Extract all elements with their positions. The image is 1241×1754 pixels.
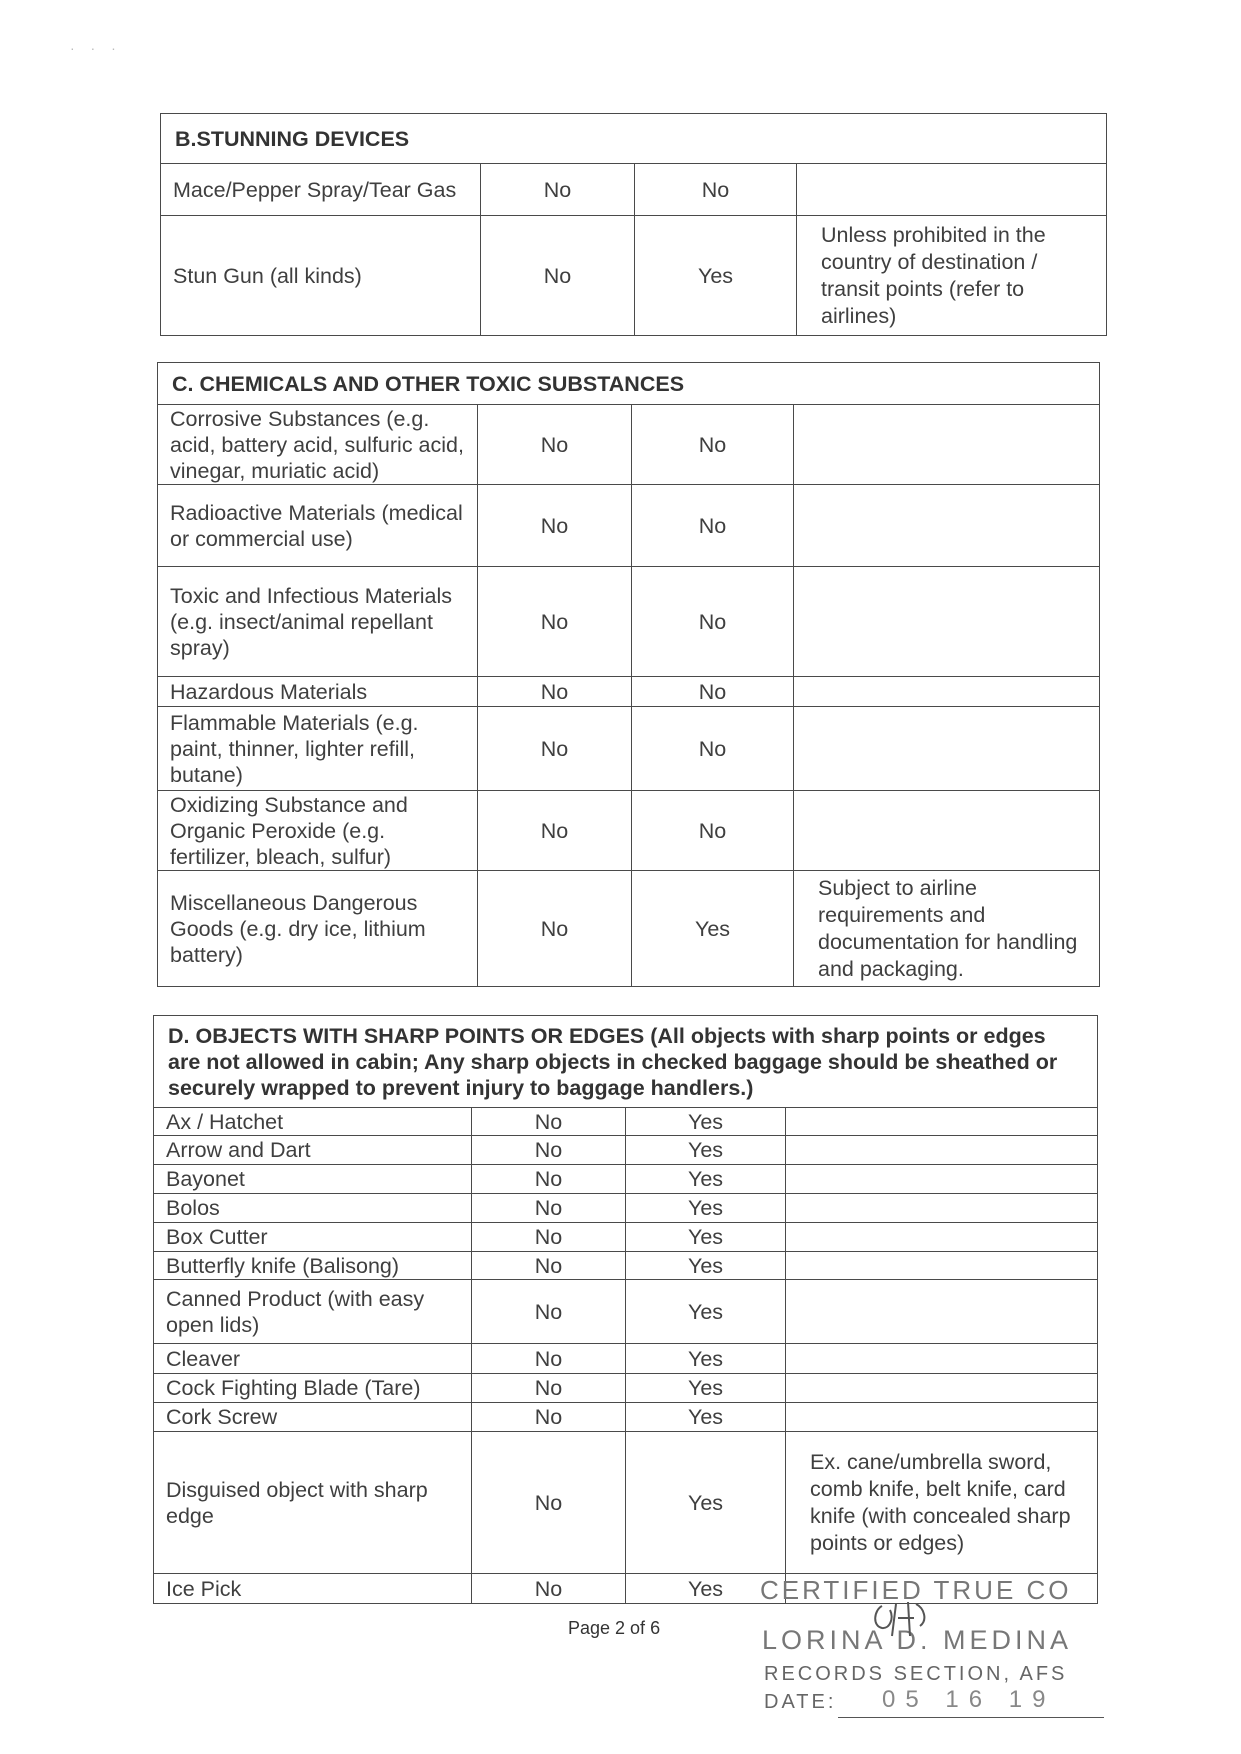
item-name: Cleaver [154,1344,472,1374]
stamp-section: RECORDS SECTION, AFS [764,1663,1068,1685]
checked-value: Yes [626,1403,786,1432]
remarks [786,1344,1098,1374]
item-name: Butterfly knife (Balisong) [154,1252,472,1280]
checked-value: No [632,485,794,567]
checked-value: Yes [626,1223,786,1252]
checked-value: Yes [626,1432,786,1574]
remarks [786,1194,1098,1223]
table-row [154,1432,1098,1574]
section-title: C. CHEMICALS AND OTHER TOXIC SUBSTANCES [158,363,1100,405]
table-row [154,1252,1098,1280]
checked-value: Yes [626,1194,786,1223]
table-row [161,216,1107,336]
cabin-value: No [472,1403,626,1432]
remarks [786,1136,1098,1165]
cabin-value: No [472,1374,626,1403]
item-name: Arrow and Dart [154,1136,472,1165]
item-name: Mace/Pepper Spray/Tear Gas [161,164,481,216]
remarks [794,707,1100,791]
item-name: Cork Screw [154,1403,472,1432]
checked-value: No [632,405,794,485]
remarks [786,1252,1098,1280]
cabin-value: No [472,1108,626,1136]
section-chemicals [157,362,1100,987]
checked-value: Yes [632,871,794,987]
table-row [158,871,1100,987]
section-title: D. OBJECTS WITH SHARP POINTS OR EDGES (All objects with sharp points or edges are not allowed in cabin; Any sharp objects in checked baggage should be sheathed or securely wrapped to prevent injury to baggage handlers.) [154,1016,1098,1108]
item-name: Hazardous Materials [158,677,478,707]
checked-value: Yes [626,1574,786,1604]
item-name: Ice Pick [154,1574,472,1604]
cabin-value: No [472,1223,626,1252]
remarks [794,485,1100,567]
table-row [158,677,1100,707]
checked-value: Yes [626,1280,786,1344]
cabin-value: No [472,1280,626,1344]
table-row [158,567,1100,677]
checked-value: Yes [626,1374,786,1403]
cabin-value: No [481,216,635,336]
remarks [786,1374,1098,1403]
checked-value: No [632,677,794,707]
table-row [154,1165,1098,1194]
remarks: Ex. cane/umbrella sword, comb knife, belt knife, card knife (with concealed sharp points or edges) [786,1432,1098,1574]
cabin-value: No [472,1165,626,1194]
cabin-value: No [472,1194,626,1223]
page-number: Page 2 of 6 [568,1618,661,1638]
cabin-value: No [478,871,632,987]
remarks [797,164,1107,216]
table-row [154,1108,1098,1136]
checked-value: Yes [635,216,797,336]
remarks [794,405,1100,485]
stamp-date-value: 05 16 19 [882,1686,1056,1713]
item-name: Bayonet [154,1165,472,1194]
checked-value: No [632,567,794,677]
item-name: Oxidizing Substance and Organic Peroxide (e.g. fertilizer, bleach, sulfur) [158,791,478,871]
checked-value: Yes [626,1344,786,1374]
checked-value: No [632,791,794,871]
checked-value: Yes [626,1252,786,1280]
cabin-value: No [478,791,632,871]
chemicals-table [157,362,1100,987]
item-name: Radioactive Materials (medical or commercial use) [158,485,478,567]
item-name: Bolos [154,1194,472,1223]
stunning-devices-table [160,113,1107,336]
section-sharp-objects [153,1015,1098,1604]
checked-value: No [632,707,794,791]
scan-artifact: · · · [70,40,122,56]
table-row [158,707,1100,791]
item-name: Disguised object with sharp edge [154,1432,472,1574]
table-row [154,1280,1098,1344]
signature-icon [868,1596,938,1656]
item-name: Flammable Materials (e.g. paint, thinner, lighter refill, butane) [158,707,478,791]
item-name: Box Cutter [154,1223,472,1252]
checked-value: Yes [626,1165,786,1194]
cabin-value: No [472,1252,626,1280]
cabin-value: No [472,1136,626,1165]
remarks [786,1165,1098,1194]
table-row [154,1403,1098,1432]
remarks: Unless prohibited in the country of destination / transit points (refer to airlines) [797,216,1107,336]
checked-value: Yes [626,1108,786,1136]
item-name: Ax / Hatchet [154,1108,472,1136]
certified-stamp: CERTIFIED TRUE CO [760,1575,1072,1605]
cabin-value: No [478,405,632,485]
remarks: Subject to airline requirements and documentation for handling and packaging. [794,871,1100,987]
item-name: Miscellaneous Dangerous Goods (e.g. dry ice, lithium battery) [158,871,478,987]
item-name: Toxic and Infectious Materials (e.g. insect/animal repellant spray) [158,567,478,677]
cabin-value: No [472,1432,626,1574]
section-stunning-devices [160,113,1107,336]
cabin-value: No [472,1574,626,1604]
table-row [154,1194,1098,1223]
table-row [154,1136,1098,1165]
remarks [786,1108,1098,1136]
cabin-value: No [478,707,632,791]
cabin-value: No [478,485,632,567]
table-row [154,1374,1098,1403]
table-row [158,791,1100,871]
cabin-value: No [478,567,632,677]
remarks [786,1403,1098,1432]
remarks [786,1280,1098,1344]
item-name: Cock Fighting Blade (Tare) [154,1374,472,1403]
cabin-value: No [472,1344,626,1374]
cabin-value: No [481,164,635,216]
item-name: Stun Gun (all kinds) [161,216,481,336]
section-title: B.STUNNING DEVICES [161,114,1107,164]
stamp-date-label: DATE: [764,1691,837,1713]
item-name: Canned Product (with easy open lids) [154,1280,472,1344]
table-row [158,485,1100,567]
checked-value: Yes [626,1136,786,1165]
cabin-value: No [478,677,632,707]
item-name: Corrosive Substances (e.g. acid, battery acid, sulfuric acid, vinegar, muriatic acid) [158,405,478,485]
sharp-objects-table [153,1015,1098,1604]
table-row [161,164,1107,216]
checked-value: No [635,164,797,216]
table-row [158,405,1100,485]
date-underline [838,1717,1104,1718]
remarks [794,677,1100,707]
table-row [154,1223,1098,1252]
remarks [794,567,1100,677]
stamp-name: LORINA D. MEDINA [762,1625,1073,1655]
remarks [794,791,1100,871]
remarks [786,1223,1098,1252]
table-row [154,1344,1098,1374]
